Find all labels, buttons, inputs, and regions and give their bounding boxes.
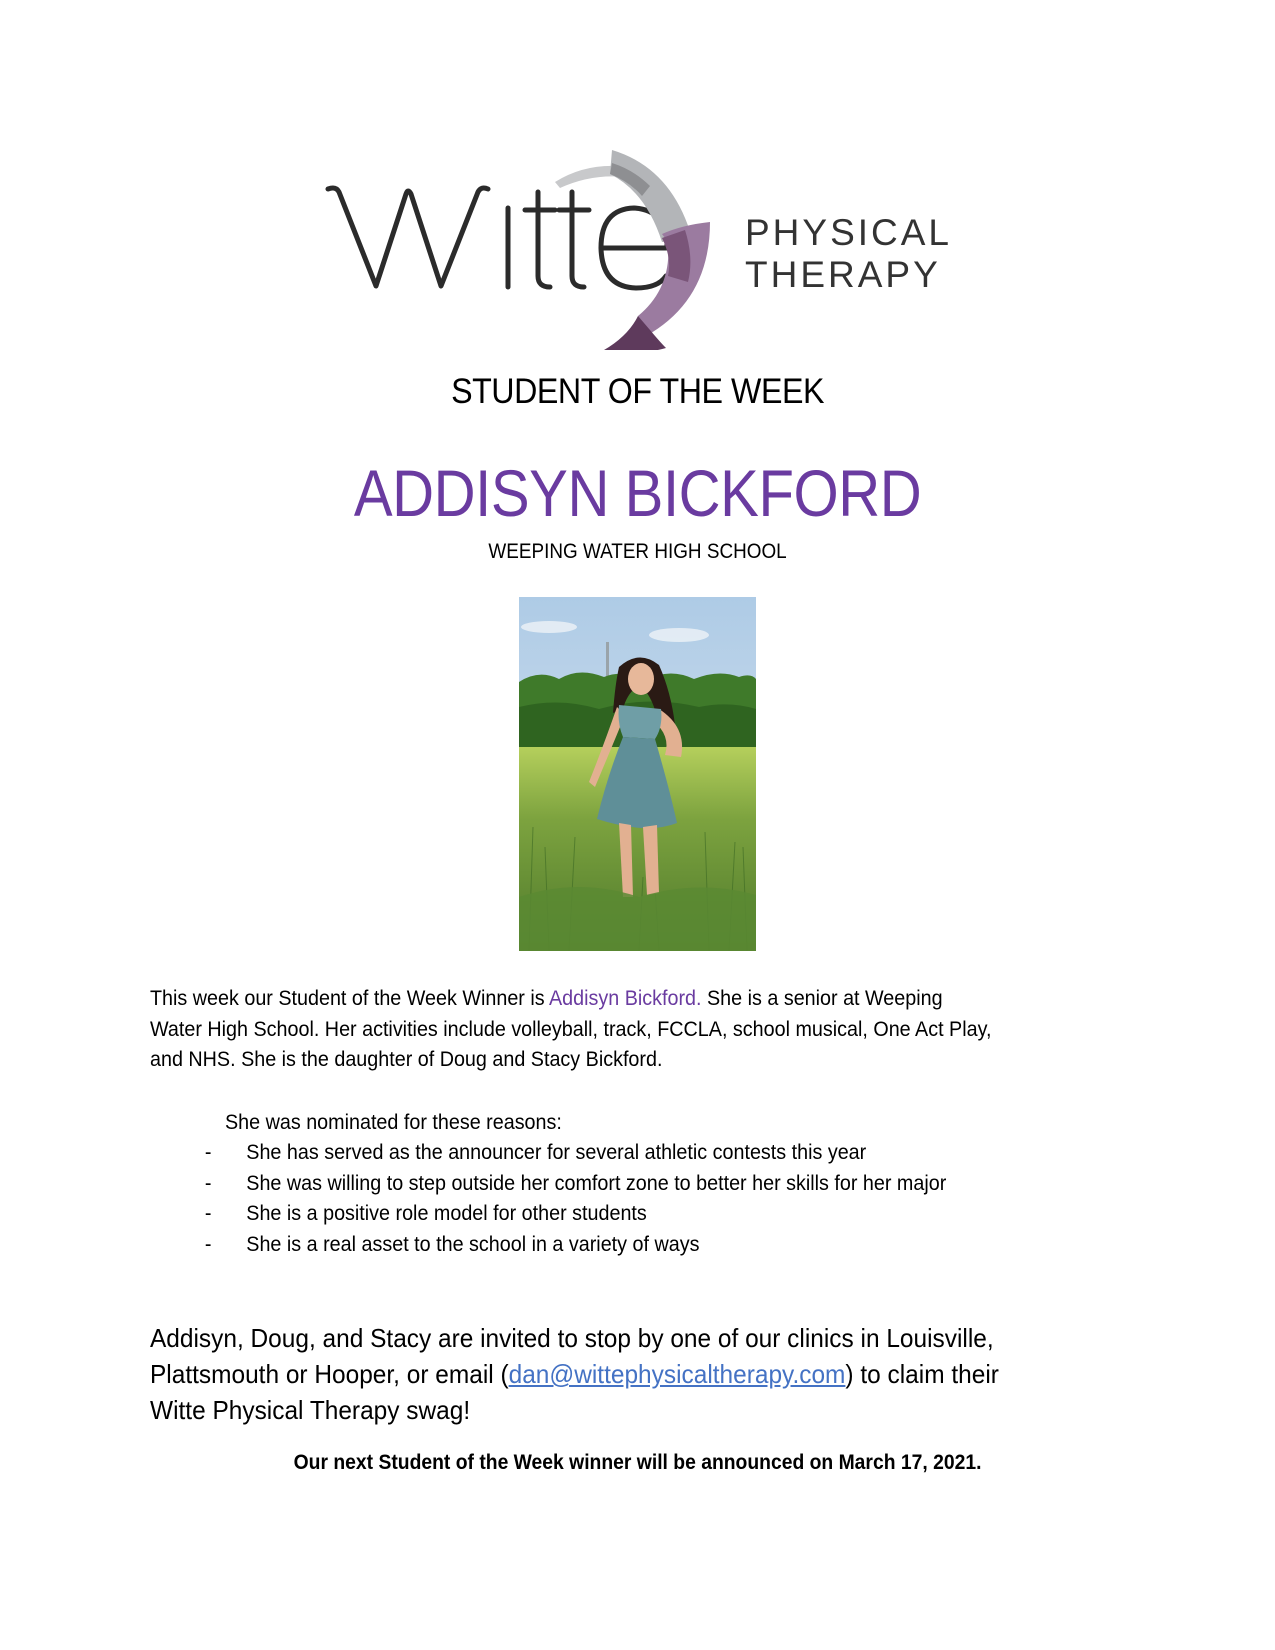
closing-text-cont: ) to claim their <box>845 1359 999 1389</box>
witte-logo <box>300 130 980 350</box>
reason-text: She is a positive role model for other students <box>246 1202 647 1225</box>
intro-line-1 <box>150 984 991 1015</box>
reasons-intro: She was nominated for these reasons: <box>225 1111 562 1134</box>
reasons-list <box>0 1138 1275 1268</box>
student-photo <box>519 597 756 951</box>
intro-line-3: and NHS. She is the daughter of Doug and Stacy Bickford. <box>150 1048 663 1071</box>
intro-line-2: Water High School. Her activities include volleyball, track, FCCLA, school musical, One Act Play, <box>150 1017 992 1041</box>
wordmark-witte <box>328 188 667 288</box>
page-heading: STUDENT OF THE WEEK <box>451 372 824 411</box>
reason-text: She was willing to step outside her comfort zone to better her skills for her major <box>246 1171 947 1195</box>
dash-bullet-icon: - <box>204 1171 212 1195</box>
closing-line-2 <box>150 1356 999 1392</box>
email-link[interactable]: dan@wittephysicaltherapy.com <box>508 1359 846 1389</box>
photo-illustration-icon <box>519 597 756 951</box>
closing-line-3: Witte Physical Therapy swag! <box>150 1395 471 1425</box>
closing-text: Plattsmouth or Hooper, or email ( <box>150 1359 509 1389</box>
reason-text: She is a real asset to the school in a variety of ways <box>246 1232 700 1256</box>
school-name: WEEPING WATER HIGH SCHOOL <box>488 540 787 563</box>
intro-text-cont: She is a senior at Weeping <box>701 987 943 1010</box>
dash-bullet-icon: - <box>204 1232 212 1256</box>
logo-subtitle-therapy: THERAPY <box>745 254 941 295</box>
student-name: ADDISYN BICKFORD <box>353 456 922 530</box>
logo-subtitle-physical: PHYSICAL <box>745 212 953 253</box>
intro-student-name: Addisyn Bickford. <box>549 987 702 1010</box>
closing-paragraph <box>150 1320 999 1428</box>
closing-line-1: Addisyn, Doug, and Stacy are invited to stop by one of our clinics in Louisville, <box>150 1323 994 1353</box>
dash-bullet-icon: - <box>204 1202 212 1225</box>
intro-text: This week our Student of the Week Winner is <box>150 987 550 1010</box>
dash-bullet-icon: - <box>204 1141 212 1164</box>
next-announcement-note: Our next Student of the Week winner will be announced on March 17, 2021. <box>293 1451 982 1474</box>
intro-paragraph <box>150 984 991 1076</box>
reason-text: She has served as the announcer for several athletic contests this year <box>246 1141 867 1164</box>
